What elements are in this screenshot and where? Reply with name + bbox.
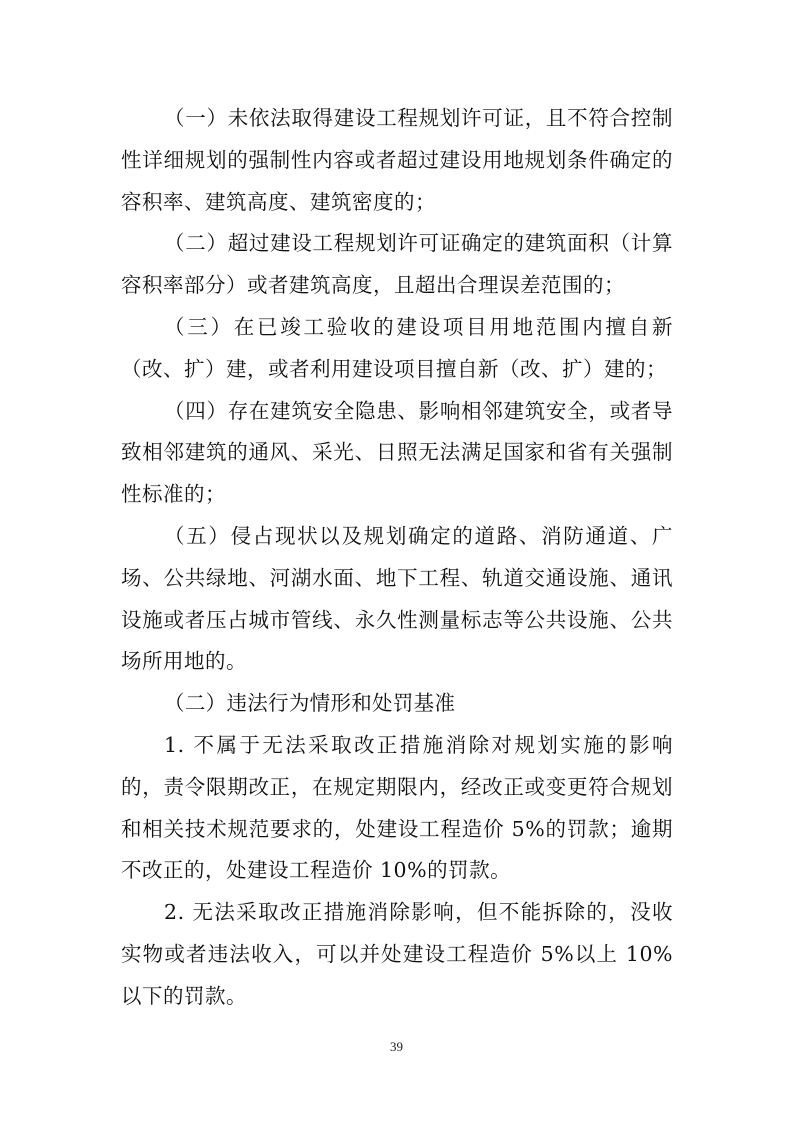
body-text [121,98,673,1018]
section-heading: （二）违法行为情形和处罚基准 [164,691,456,716]
paragraph-rule-1: 1. 不属于无法采取改正措施消除对规划实施的影响的，责令限期改正，在规定期限内，经改正或变更符合规划和相关技术规范要求的，处建设工程造价 5%的罚款；逾期不改正的，处建设工程造价 10%的罚款。 [121,732,673,883]
paragraph-item-5: （五）侵占现状以及规划确定的道路、消防通道、广场、公共绿地、河湖水面、地下工程、轨道交通设施、通讯设施或者压占城市管线、永久性测量标志等公共设施、公共场所用地的。 [121,523,673,674]
paragraph-item-1: （一）未依法取得建设工程规划许可证，且不符合控制性详细规划的强制性内容或者超过建设用地规划条件确定的容积率、建筑高度、建筑密度的； [121,106,673,214]
paragraph-rule-2: 2. 无法采取改正措施消除影响，但不能拆除的，没收实物或者违法收入，可以并处建设工程造价 5%以上 10%以下的罚款。 [121,900,673,1008]
paragraph-item-4: （四）存在建筑安全隐患、影响相邻建筑安全，或者导致相邻建筑的通风、采光、日照无法满足国家和省有关强制性标准的； [121,398,673,507]
paragraph-item-2: （二）超过建设工程规划许可证确定的建筑面积（计算容积率部分）或者建筑高度，且超出合理误差范围的； [121,231,673,298]
page-number: 39 [390,1039,403,1054]
paragraph-item-3: （三）在已竣工验收的建设项目用地范围内擅自新（改、扩）建，或者利用建设项目擅自新（改、扩）建的； [121,314,673,381]
